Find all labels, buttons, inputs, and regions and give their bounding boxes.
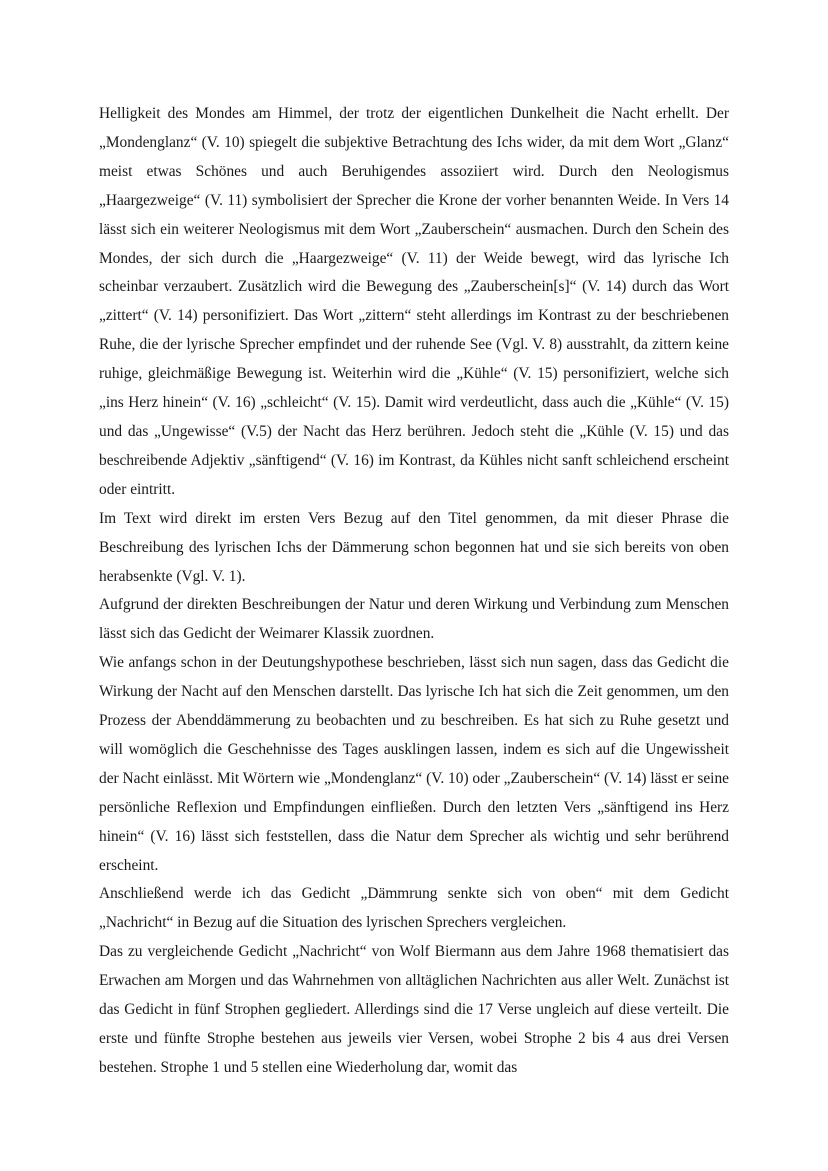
document-body xyxy=(99,100,729,1083)
paragraph-nachricht-analysis: Das zu vergleichende Gedicht „Nachricht“ von Wolf Biermann aus dem Jahre 1968 thematisiert das Erwachen am Morgen und das Wahrnehmen von alltäglichen Nachrichten aus aller Welt. Zunächst ist das Gedicht in fünf Strophen gegliedert. Allerdings sind die 17 Verse ungleich auf diese verteilt. Die erste und fünfte Strophe bestehen aus jeweils vier Versen, wobei Strophe 2 bis 4 aus drei Versen bestehen. Strophe 1 und 5 stellen eine Wiederholung dar, womit das xyxy=(99,943,729,1076)
paragraph-moon-analysis: Helligkeit des Mondes am Himmel, der trotz der eigentlichen Dunkelheit die Nacht erhellt. Der „Mondenglanz“ (V. 10) spiegelt die subjektive Betrachtung des Ichs wider, da mit dem Wort „Glanz“ meist etwas Schönes und auch Beruhigendes assoziiert wird. Durch den Neologismus „Haargezweige“ (V. 11) symbolisiert der Sprecher die Krone der vorher benannten Weide. In Vers 14 lässt sich ein weiterer Neologismus mit dem Wort „Zauberschein“ ausmachen. Durch den Schein des Mondes, der sich durch die „Haargezweige“ (V. 11) der Weide bewegt, wird das lyrische Ich scheinbar verzaubert. Zusätzlich wird die Bewegung des „Zauberschein[s]“ (V. 14) durch das Wort „zittert“ (V. 14) personifiziert. Das Wort „zittern“ steht allerdings im Kontrast zu der beschriebenen Ruhe, die der lyrische Sprecher empfindet und der ruhende See (Vgl. V. 8) ausstrahlt, da zittern keine ruhige, gleichmäßige Bewegung ist. Weiterhin wird die „Kühle“ (V. 15) personifiziert, welche sich „ins Herz hinein“ (V. 16) „schleicht“ (V. 15). Damit wird verdeutlicht, dass auch die „Kühle“ (V. 15) und das „Ungewisse“ (V.5) der Nacht das Herz berühren. Jedoch steht die „Kühle (V. 15) und das beschreibende Adjektiv „sänftigend“ (V. 16) im Kontrast, da Kühles nicht sanft schleichend erscheint oder eintritt. xyxy=(99,105,729,498)
paragraph-interpretation: Wie anfangs schon in der Deutungshypothese beschrieben, lässt sich nun sagen, dass das Gedicht die Wirkung der Nacht auf den Menschen darstellt. Das lyrische Ich hat sich die Zeit genommen, um den Prozess der Abenddämmerung zu beobachten und zu beschreiben. Es hat sich zu Ruhe gesetzt und will womöglich die Geschehnisse des Tages ausklingen lassen, indem es sich auf die Ungewissheit der Nacht einlässt. Mit Wörtern wie „Mondenglanz“ (V. 10) oder „Zauberschein“ (V. 14) lässt er seine persönliche Reflexion und Empfindungen einfließen. Durch den letzten Vers „sänftigend ins Herz hinein“ (V. 16) lässt sich feststellen, dass die Natur dem Sprecher als wichtig und sehr berührend erscheint. xyxy=(99,654,729,874)
paragraph-title-reference: Im Text wird direkt im ersten Vers Bezug auf den Titel genommen, da mit dieser Phrase die Beschreibung des lyrischen Ichs der Dämmerung schon begonnen hat und sie sich bereits von oben herabsenkte (Vgl. V. 1). xyxy=(99,509,729,585)
paragraph-epoch-classification: Aufgrund der direkten Beschreibungen der Natur und deren Wirkung und Verbindung zum Menschen lässt sich das Gedicht der Weimarer Klassik zuordnen. xyxy=(99,596,729,643)
paragraph-comparison-intro: Anschließend werde ich das Gedicht „Dämmrung senkte sich von oben“ mit dem Gedicht „Nachricht“ in Bezug auf die Situation des lyrischen Sprechers vergleichen. xyxy=(99,885,729,932)
